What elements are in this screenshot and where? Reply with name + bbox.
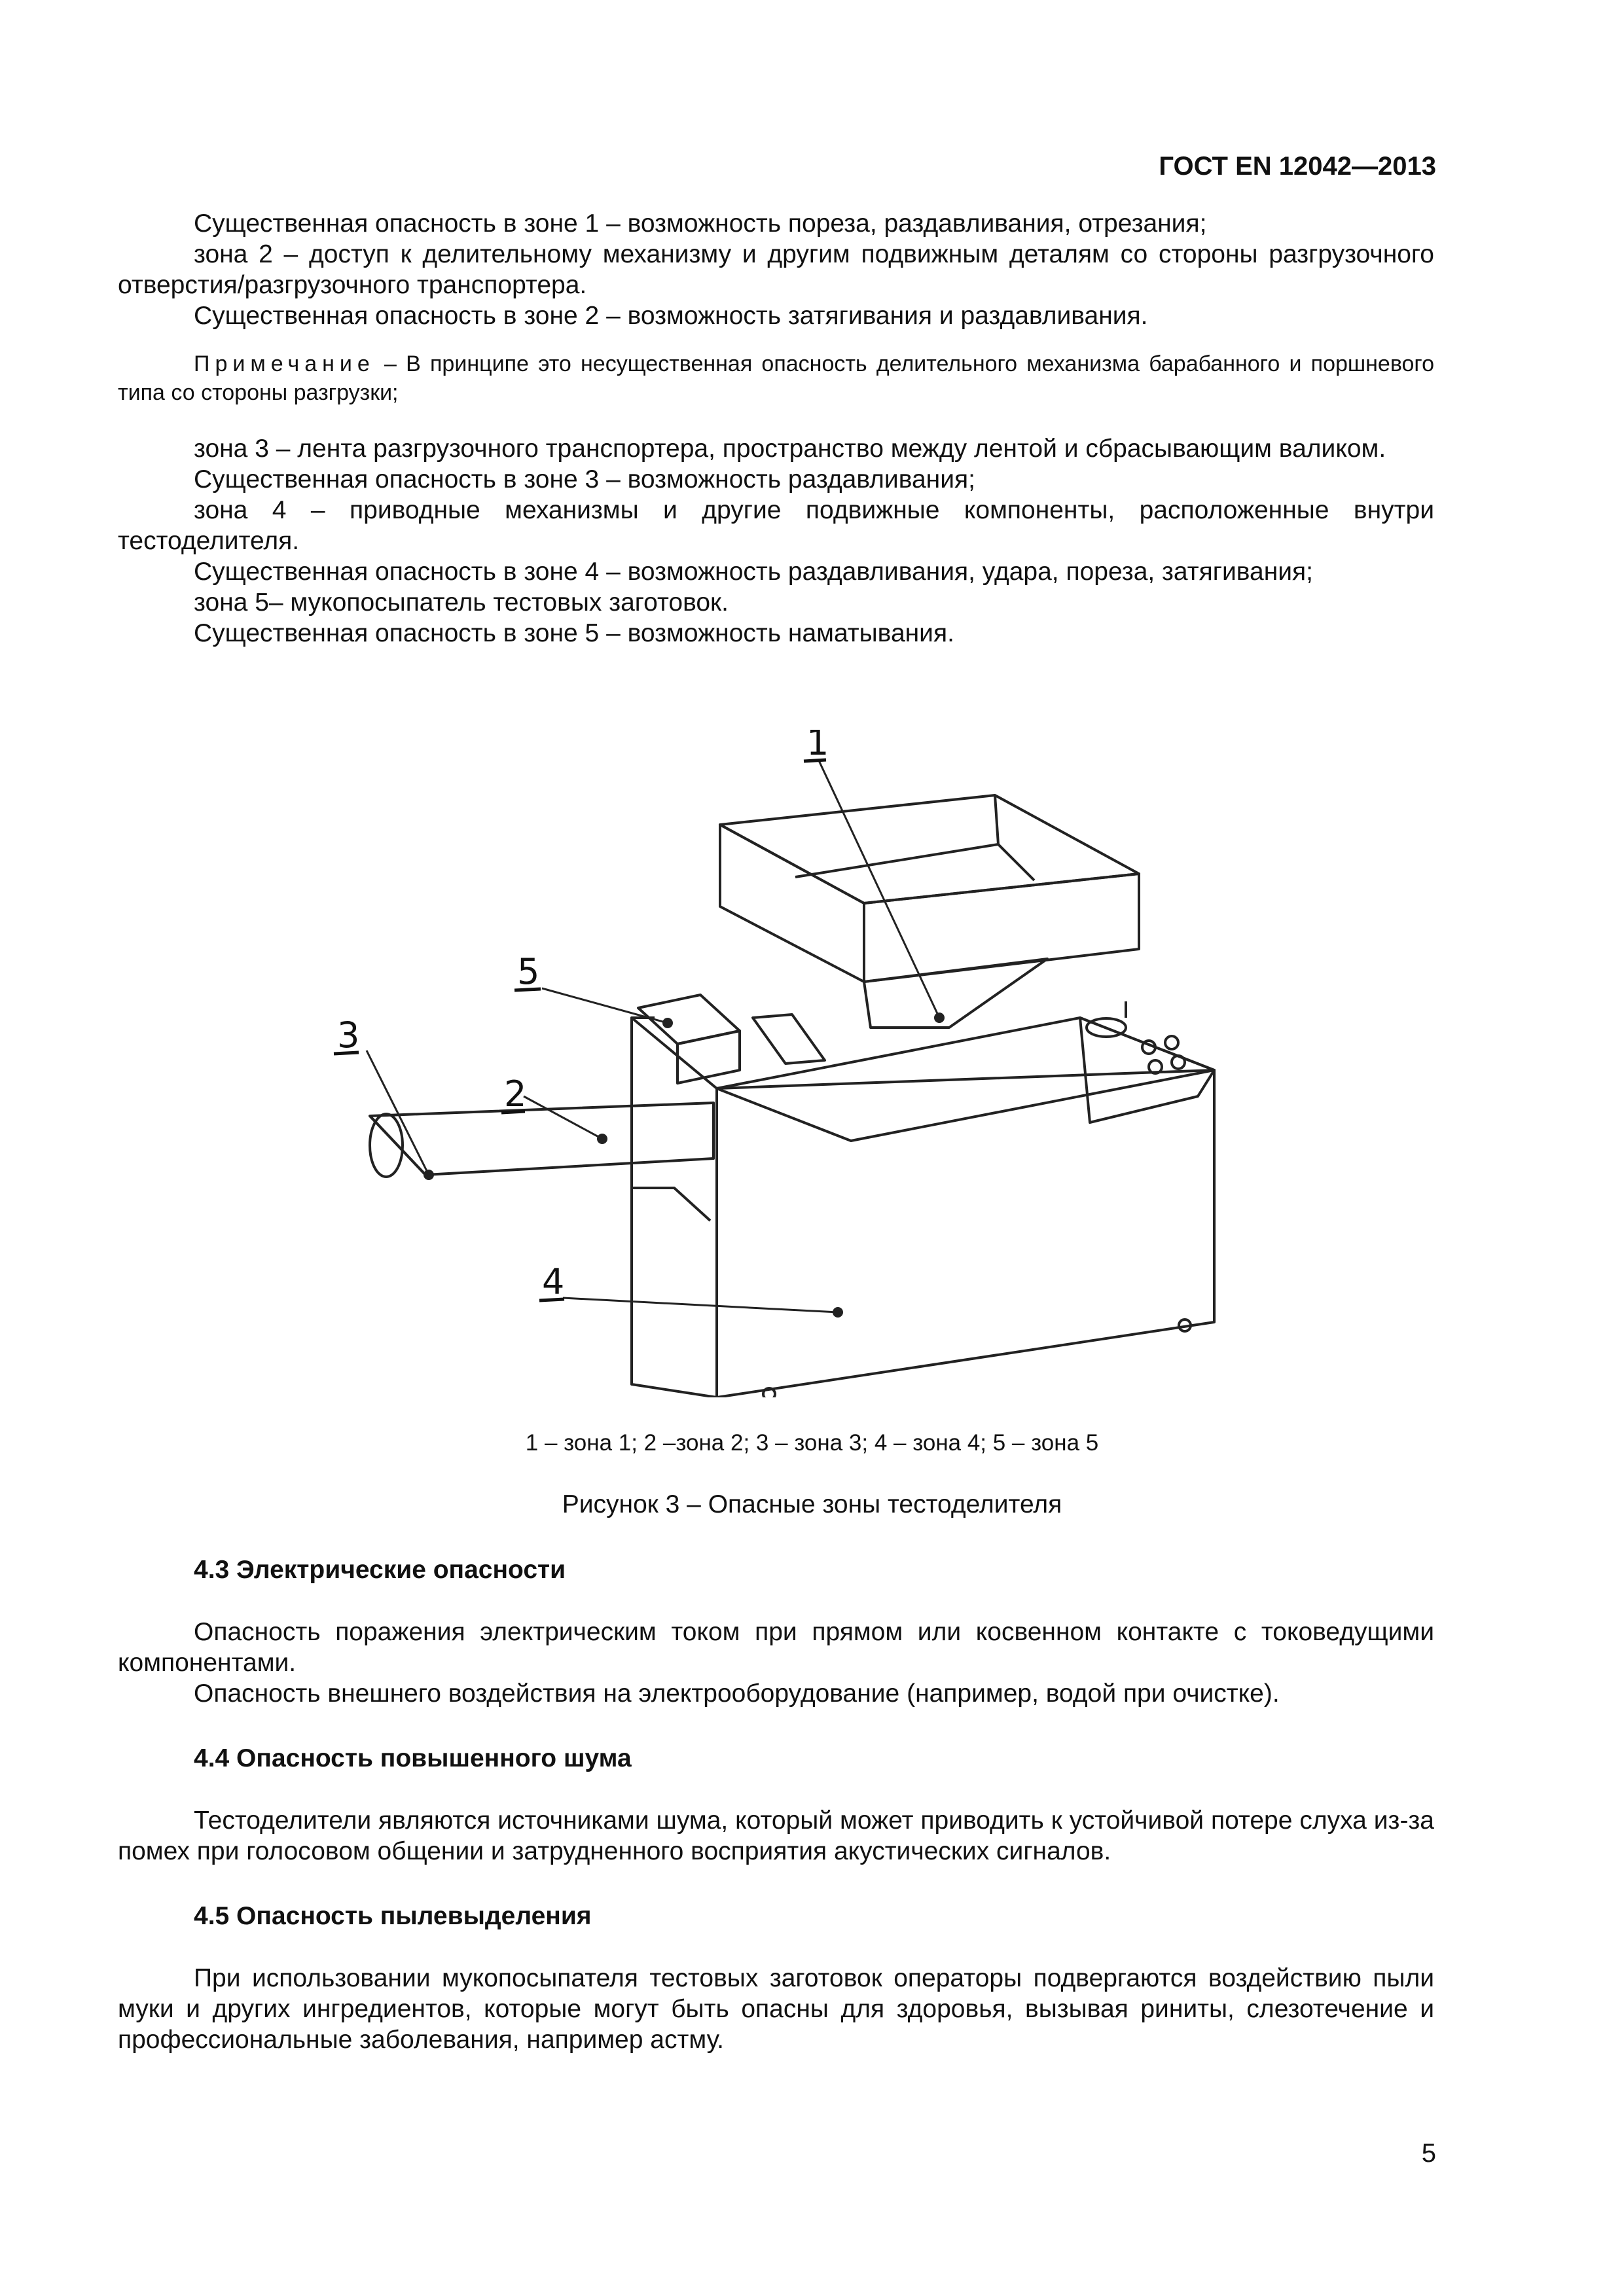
button-icon: [1172, 1056, 1185, 1069]
duster-opening: [753, 1014, 825, 1064]
conveyor-belt: [370, 1103, 713, 1175]
paragraph: Существенная опасность в зоне 4 – возможность раздавливания, удара, пореза, затягивания;: [194, 558, 1314, 586]
note-label: Примечание: [194, 351, 375, 376]
paragraph: Существенная опасность в зоне 1 – возможность пореза, раздавливания, отрезания;: [194, 209, 1207, 238]
dough-divider-drawing: [0, 730, 1624, 1397]
leader-dot: [598, 1135, 606, 1143]
paragraph: Опасность внешнего воздействия на электрооборудование (например, водой при очистке).: [194, 1679, 1280, 1708]
hopper-funnel: [864, 959, 1047, 1028]
figure-dough-divider: [0, 730, 1624, 1397]
zone-label-2: 2: [504, 1073, 527, 1115]
paragraph: Существенная опасность в зоне 5 – возможность наматывания.: [194, 619, 954, 647]
body-left-side: [632, 1018, 717, 1397]
leader-dot: [935, 1014, 943, 1022]
leader-dot: [425, 1171, 433, 1179]
leader-dot: [664, 1019, 672, 1027]
leader-line-3: [367, 1050, 429, 1175]
label-underline: [334, 1052, 359, 1054]
label-underline: [539, 1299, 564, 1300]
conveyor-support: [632, 1188, 710, 1221]
paragraph: зона 3 – лента разгрузочного транспортера, пространство между лентой и сбрасывающим валиком.: [194, 435, 1386, 463]
section-heading: 4.3 Электрические опасности: [194, 1556, 566, 1584]
button-icon: [1165, 1036, 1178, 1049]
top-text-block: [118, 208, 1434, 649]
paragraph: Существенная опасность в зоне 3 – возможность раздавливания;: [194, 465, 975, 493]
section-heading: 4.5 Опасность пылевыделения: [194, 1902, 592, 1930]
hopper-inner-edge: [795, 844, 1034, 880]
hopper-front-left: [720, 825, 864, 982]
section-heading: 4.4 Опасность повышенного шума: [194, 1744, 632, 1772]
paragraph: Тестоделители являются источниками шума, который может приводить к устойчивой потере слуха из-за помех при голосовом общении и затрудненного восприятия акустических сигналов.: [118, 1806, 1434, 1865]
paragraph: Опасность поражения электрическим током при прямом или косвенном контакте с токоведущими компонентами.: [118, 1618, 1434, 1677]
hopper-top-rim: [720, 795, 1139, 903]
flour-duster-front: [677, 1031, 740, 1083]
leader-dot: [834, 1308, 842, 1316]
leader-line-2: [524, 1096, 602, 1139]
page-number: 5: [1421, 2139, 1436, 2168]
leader-line-4: [563, 1298, 838, 1312]
paragraph: зона 5– мукопосыпатель тестовых заготовок.: [194, 588, 729, 617]
zone-label-1: 1: [806, 730, 829, 763]
label-underline: [804, 760, 826, 761]
label-underline: [501, 1111, 525, 1113]
paragraph: зона 4 – приводные механизмы и другие подвижные компоненты, расположенные внутри тестоделителя.: [118, 496, 1434, 555]
document-code-header: ГОСТ EN 12042—2013: [1159, 152, 1436, 181]
note: [118, 350, 1434, 407]
zone-label-3: 3: [337, 1014, 360, 1056]
paragraph: Существенная опасность в зоне 2 – возможность затягивания и раздавливания.: [194, 302, 1148, 330]
label-underline: [514, 989, 541, 990]
paragraph: зона 2 – доступ к делительному механизму и другим подвижным деталям со стороны разгрузочного отверстия/разгрузочного транспортера.: [118, 240, 1434, 299]
figure-caption: Рисунок 3 – Опасные зоны тестоделителя: [562, 1490, 1062, 1518]
sections-block: [118, 1554, 1434, 2055]
figure-legend: 1 – зона 1; 2 –зона 2; 3 – зона 3; 4 – зона 4; 5 – зона 5: [525, 1430, 1099, 1456]
paragraph: При использовании мукопосыпателя тестовых заготовок операторы подвергаются воздействию пыли муки и других ингредиентов, которые могут быть опасны для здоровья, вызывая риниты, слезотечение и профессиональные заболевания, например астму.: [118, 1964, 1434, 2054]
zone-label-4: 4: [542, 1261, 565, 1302]
hopper-inner-corner: [995, 795, 998, 844]
zone-label-5: 5: [517, 951, 540, 992]
note-text: – В принципе это несущественная опасность делительного механизма барабанного и поршневого типа со стороны разгрузки;: [118, 351, 1434, 405]
